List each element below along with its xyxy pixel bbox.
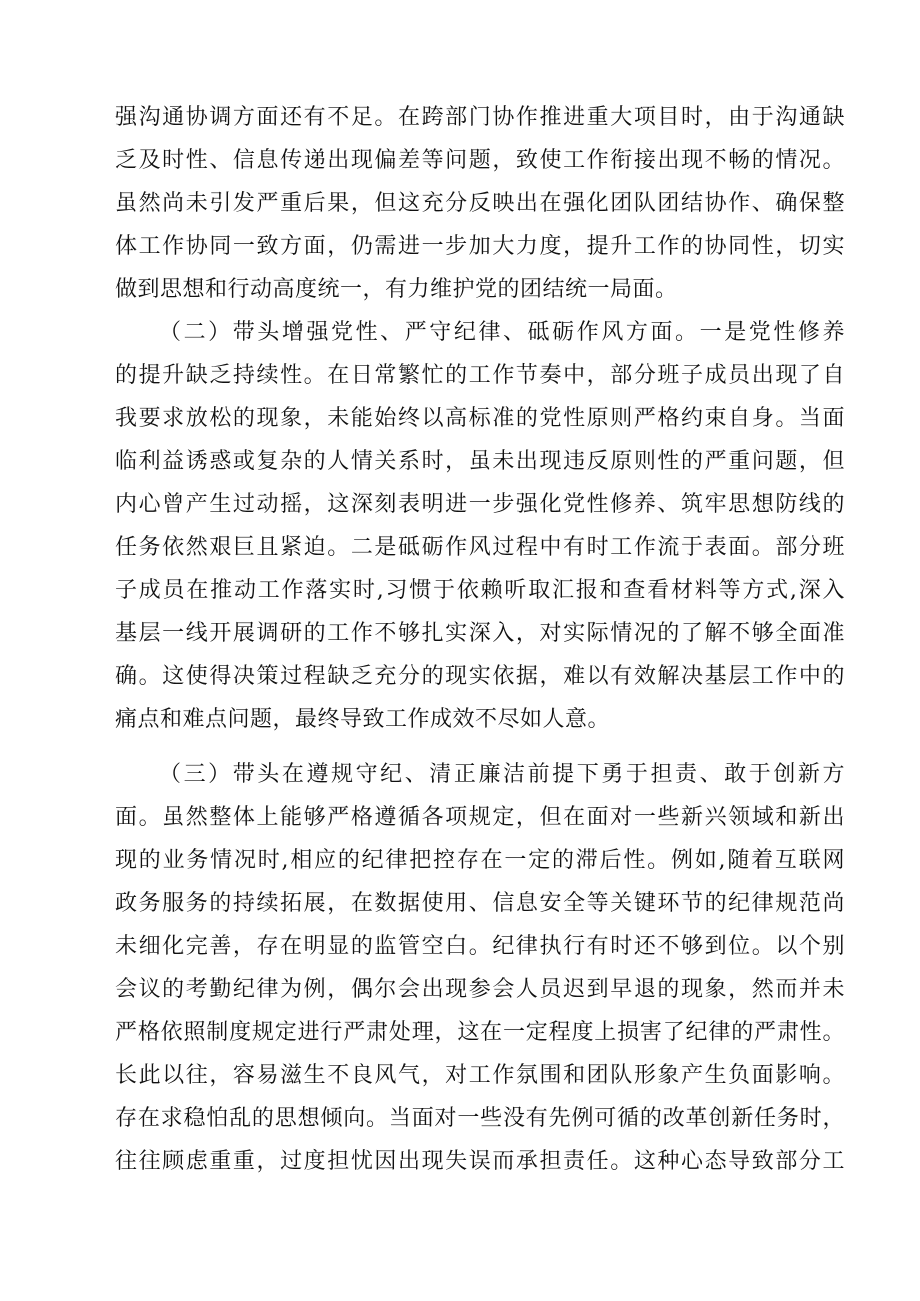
text-line: 面。虽然整体上能够严格遵循各项规定，但在面对一些新兴领域和新出 [115, 805, 845, 830]
text-line: 严格依照制度规定进行严肃处理，这在一定程度上损害了纪律的严肃性。 [115, 1020, 845, 1045]
text-line: 强沟通协调方面还有不足。在跨部门协作推进重大项目时，由于沟通缺 [115, 105, 845, 130]
text-line: 的提升缺乏持续性。在日常繁忙的工作节奏中，部分班子成员出现了自 [115, 363, 845, 388]
text-line: 任务依然艰巨且紧迫。二是砥砺作风过程中有时工作流于表面。部分班 [115, 535, 845, 560]
text-line: 我要求放松的现象，未能始终以高标准的党性原则严格约束自身。当面 [115, 406, 845, 431]
text-line: （三）带头在遵规守纪、清正廉洁前提下勇于担责、敢于创新方 [159, 762, 845, 787]
text-line: 乏及时性、信息传递出现偏差等问题，致使工作衔接出现不畅的情况。 [115, 148, 845, 173]
text-line: 现的业务情况时,相应的纪律把控存在一定的滞后性。例如,随着互联网 [115, 848, 845, 873]
text-line: 临利益诱惑或复杂的人情关系时，虽未出现违反原则性的严重问题，但 [115, 449, 845, 474]
text-line: 子成员在推动工作落实时,习惯于依赖听取汇报和查看材料等方式,深入 [115, 578, 845, 603]
text-line: 虽然尚未引发严重后果，但这充分反映出在强化团队团结协作、确保整 [115, 191, 845, 216]
text-line: （二）带头增强党性、严守纪律、砥砺作风方面。一是党性修养 [159, 320, 845, 345]
text-line: 体工作协同一致方面，仍需进一步加大力度，提升工作的协同性，切实 [115, 234, 845, 259]
text-line: 确。这使得决策过程缺乏充分的现实依据，难以有效解决基层工作中的 [115, 664, 845, 689]
text-line: 会议的考勤纪律为例，偶尔会出现参会人员迟到早退的现象，然而并未 [115, 977, 845, 1002]
text-line: 痛点和难点问题，最终导致工作成效不尽如人意。 [115, 707, 611, 732]
text-line: 政务服务的持续拓展，在数据使用、信息安全等关键环节的纪律规范尚 [115, 891, 845, 916]
text-line: 长此以往，容易滋生不良风气，对工作氛围和团队形象产生负面影响。 [115, 1063, 845, 1088]
text-line: 做到思想和行动高度统一，有力维护党的团结统一局面。 [115, 277, 678, 302]
text-line: 往往顾虑重重，过度担忧因出现失误而承担责任。这种心态导致部分工 [115, 1149, 845, 1174]
text-line: 存在求稳怕乱的思想倾向。当面对一些没有先例可循的改革创新任务时， [115, 1106, 845, 1131]
text-line: 基层一线开展调研的工作不够扎实深入，对实际情况的了解不够全面准 [115, 621, 845, 646]
text-line: 内心曾产生过动摇，这深刻表明进一步强化党性修养、筑牢思想防线的 [115, 492, 845, 517]
text-line: 未细化完善，存在明显的监管空白。纪律执行有时还不够到位。以个别 [115, 934, 845, 959]
